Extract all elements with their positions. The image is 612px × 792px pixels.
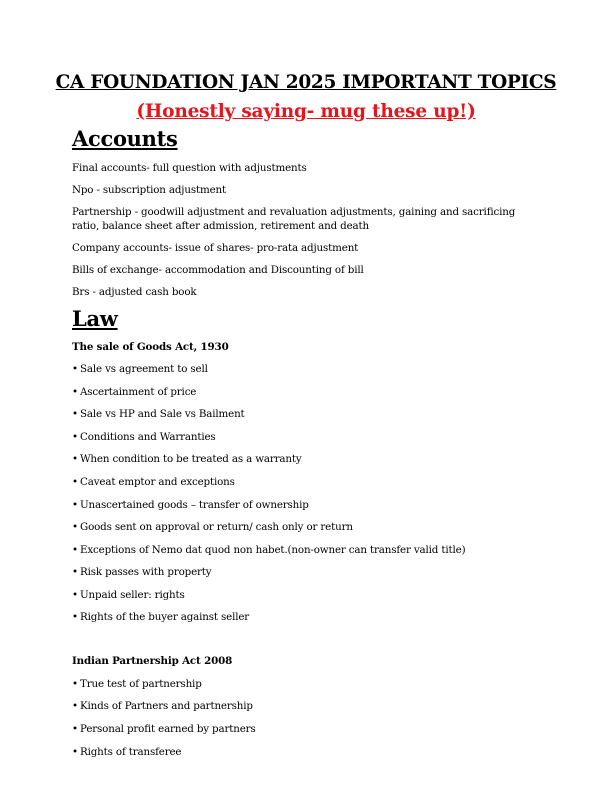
accounts-item: Brs - adjusted cash book bbox=[72, 286, 197, 298]
bullet-icon: • bbox=[72, 499, 78, 511]
bullet-icon: • bbox=[72, 453, 78, 465]
list-item bbox=[72, 498, 544, 512]
document-title: CA FOUNDATION JAN 2025 IMPORTANT TOPICS bbox=[55, 72, 557, 93]
accounts-item: Final accounts- full question with adjustments bbox=[72, 162, 307, 174]
list-item bbox=[72, 745, 544, 759]
list-item-text: Kinds of Partners and partnership bbox=[80, 700, 253, 712]
subheading-sale-of-goods: The sale of Goods Act, 1930 bbox=[72, 341, 229, 353]
accounts-item: Partnership - goodwill adjustment and revaluation adjustments, gaining and sacrificing ratio, balance sheet after admission, retirement and death bbox=[72, 206, 516, 232]
list-item-text: Unpaid seller: rights bbox=[80, 589, 185, 601]
list-item-text: When condition to be treated as a warranty bbox=[80, 453, 302, 465]
list-item bbox=[72, 452, 544, 466]
list-item bbox=[72, 610, 544, 624]
list-item-text: Exceptions of Nemo dat quod non habet.(non-owner can transfer valid title) bbox=[80, 544, 466, 556]
bullet-icon: • bbox=[72, 723, 78, 735]
list-item bbox=[72, 588, 544, 602]
bullet-icon: • bbox=[72, 544, 78, 556]
list-item-text: Rights of the buyer against seller bbox=[80, 611, 250, 623]
list-item-text: True test of partnership bbox=[80, 678, 202, 690]
list-item bbox=[72, 407, 544, 421]
bullet-icon: • bbox=[72, 589, 78, 601]
document-subtitle: (Honestly saying- mug these up!) bbox=[136, 101, 476, 122]
bullet-icon: • bbox=[72, 408, 78, 420]
list-item-text: Ascertainment of price bbox=[80, 386, 197, 398]
list-item-text: Sale vs agreement to sell bbox=[80, 363, 208, 375]
accounts-item: Bills of exchange- accommodation and Discounting of bill bbox=[72, 264, 364, 276]
list-item-text: Caveat emptor and exceptions bbox=[80, 476, 235, 488]
bullet-icon: • bbox=[72, 700, 78, 712]
list-item-text: Risk passes with property bbox=[80, 566, 212, 578]
section-heading-law: Law bbox=[72, 306, 118, 331]
list-item-text: Rights of transferee bbox=[80, 746, 182, 758]
bullet-icon: • bbox=[72, 476, 78, 488]
subheading-partnership-act: Indian Partnership Act 2008 bbox=[72, 655, 233, 667]
bullet-icon: • bbox=[72, 566, 78, 578]
accounts-item: Npo - subscription adjustment bbox=[72, 184, 226, 196]
bullet-icon: • bbox=[72, 386, 78, 398]
list-item-text: Goods sent on approval or return/ cash only or return bbox=[80, 521, 353, 533]
list-item bbox=[72, 475, 544, 489]
bullet-icon: • bbox=[72, 431, 78, 443]
list-item bbox=[72, 385, 544, 399]
list-item-text: Unascertained goods – transfer of ownership bbox=[80, 499, 309, 511]
list-item bbox=[72, 565, 544, 579]
list-item bbox=[72, 699, 544, 713]
list-item bbox=[72, 362, 544, 376]
bullet-icon: • bbox=[72, 611, 78, 623]
bullet-icon: • bbox=[72, 746, 78, 758]
bullet-icon: • bbox=[72, 678, 78, 690]
list-item bbox=[72, 722, 544, 736]
list-item bbox=[72, 677, 544, 691]
list-item-text: Sale vs HP and Sale vs Bailment bbox=[80, 408, 245, 420]
list-item bbox=[72, 430, 544, 444]
list-item-text: Personal profit earned by partners bbox=[80, 723, 256, 735]
section-heading-accounts: Accounts bbox=[72, 126, 178, 151]
bullet-icon: • bbox=[72, 521, 78, 533]
list-item bbox=[72, 543, 544, 557]
list-item-text: Conditions and Warranties bbox=[80, 431, 216, 443]
bullet-icon: • bbox=[72, 363, 78, 375]
accounts-item: Company accounts- issue of shares- pro-rata adjustment bbox=[72, 242, 359, 254]
list-item bbox=[72, 520, 544, 534]
